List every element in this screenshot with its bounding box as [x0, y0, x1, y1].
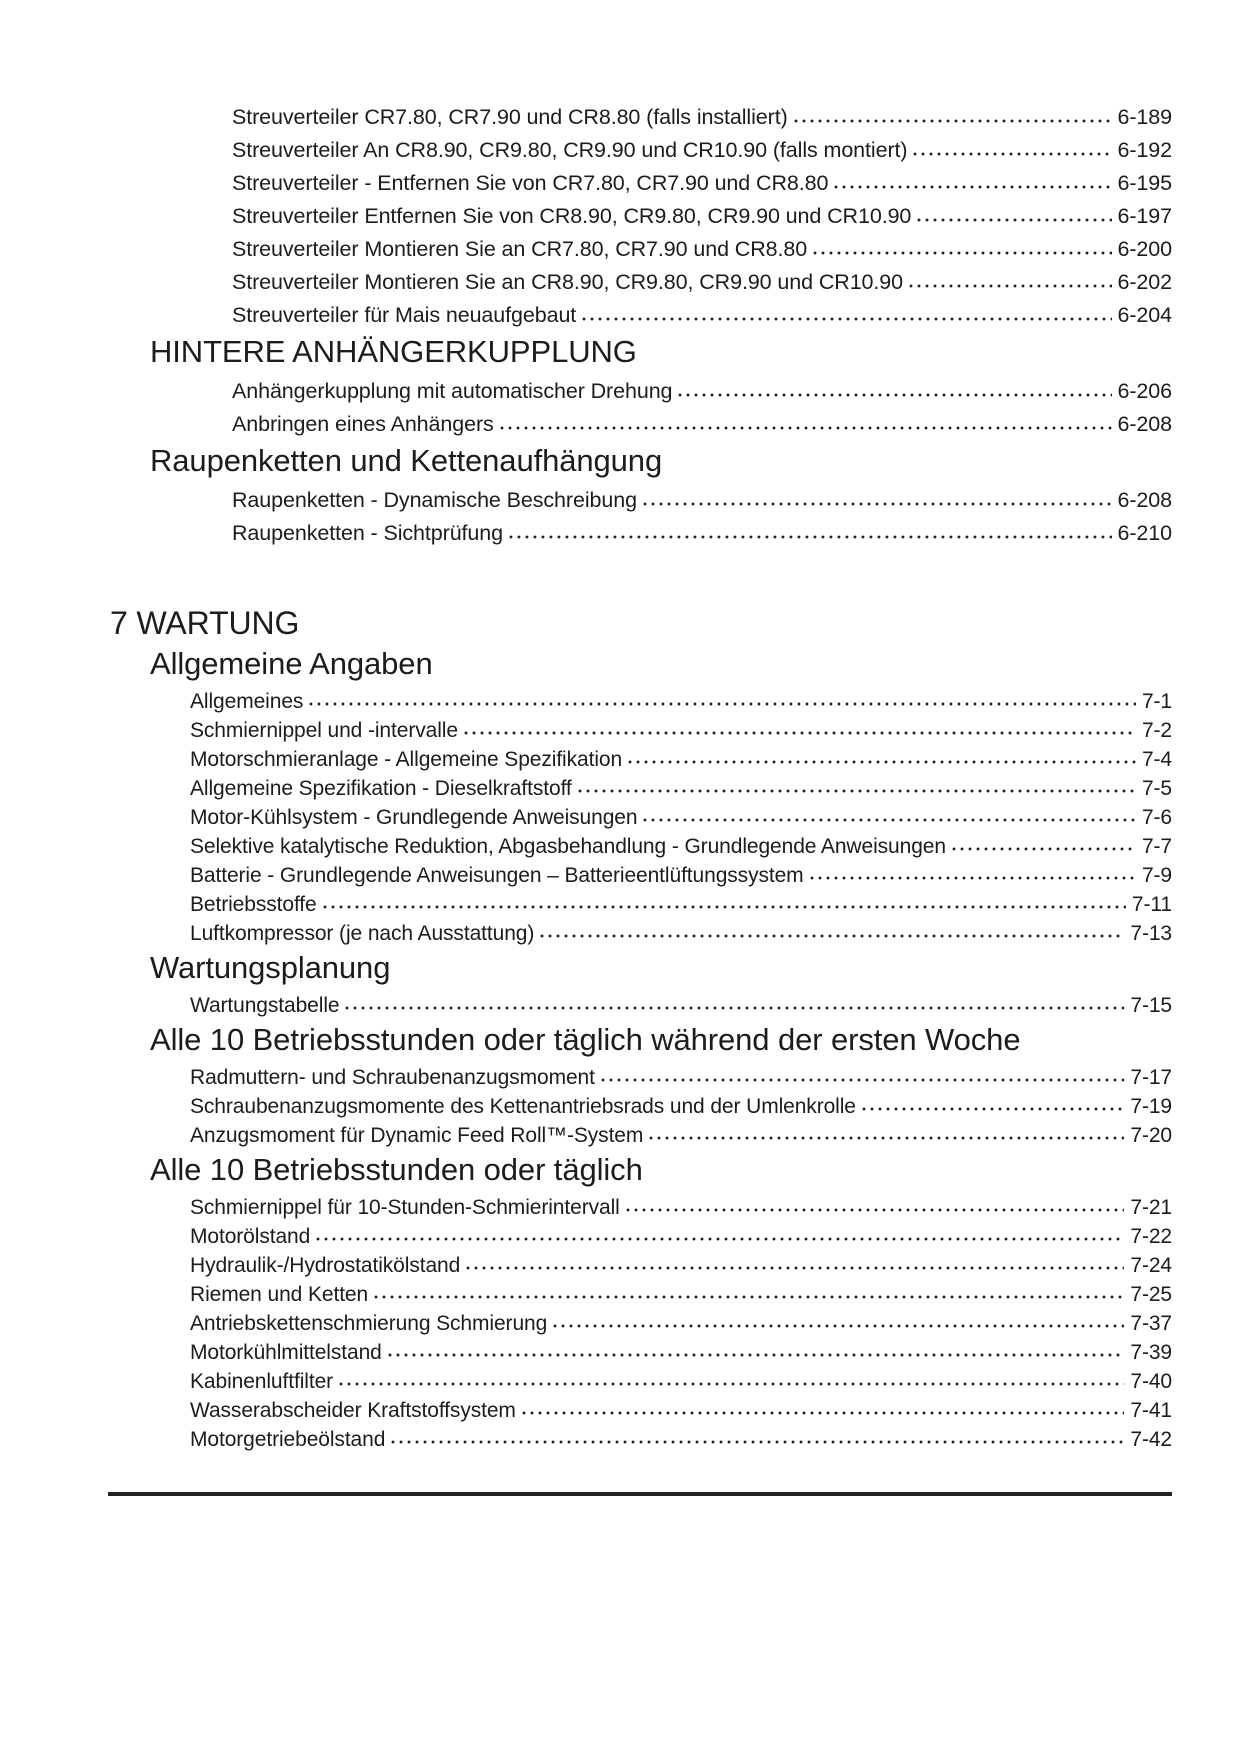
toc-entry: [190, 1193, 1172, 1222]
toc-entry: [190, 1309, 1172, 1338]
toc-entry-label: Allgemeine Spezifikation - Dieselkraftstoff: [190, 777, 572, 800]
dot-leader: [907, 266, 1111, 299]
toc-entry-label: Motorschmieranlage - Allgemeine Spezifikation: [190, 748, 623, 771]
toc-entry-page: 6-210: [1117, 521, 1172, 545]
dot-leader: [626, 745, 1136, 774]
toc-entry: [190, 1222, 1172, 1251]
section-heading-alle-10-erste-woche: Alle 10 Betriebsstunden oder täglich während der ersten Woche: [150, 1022, 1021, 1057]
toc-entry: [190, 1092, 1172, 1121]
dot-leader: [464, 1251, 1124, 1280]
toc-entry-label: Raupenketten - Dynamische Beschreibung: [232, 488, 637, 512]
toc-entry-page: 7-5: [1141, 777, 1172, 800]
toc-entry-label: Selektive katalytische Reduktion, Abgasbehandlung - Grundlegende Anweisungen: [190, 835, 946, 858]
toc-entry-label: Streuverteiler Entfernen Sie von CR8.90, CR9.80, CR9.90 und CR10.90: [232, 204, 912, 228]
dot-leader: [372, 1280, 1124, 1309]
dot-leader: [538, 919, 1124, 948]
toc-entry: [232, 375, 1172, 408]
toc-entry-label: Schmiernippel für 10-Stunden-Schmierintervall: [190, 1196, 620, 1219]
toc-entry: [190, 1396, 1172, 1425]
footer-rule: [108, 1492, 1172, 1496]
toc-entry: [190, 861, 1172, 890]
toc-entry: [232, 484, 1172, 517]
dot-leader: [337, 1367, 1124, 1396]
toc-entry-label: Batterie - Grundlegende Anweisungen – Batterieentlüftungssystem: [190, 864, 804, 887]
dot-leader: [624, 1193, 1125, 1222]
toc-entry: [190, 919, 1172, 948]
alle-10-erste-woche-entry-list: [0, 1063, 1241, 1150]
toc-entry-label: Streuverteiler Montieren Sie an CR8.90, CR9.80, CR9.90 und CR10.90: [232, 270, 904, 294]
dot-leader: [915, 200, 1111, 233]
toc-entry: [190, 890, 1172, 919]
toc-entry-page: 6-208: [1117, 488, 1172, 512]
toc-entry-label: Motor-Kühlsystem - Grundlegende Anweisungen: [190, 806, 638, 829]
anhaengerkupplung-entry-list: [0, 375, 1241, 441]
toc-entry-page: 7-6: [1141, 806, 1172, 829]
toc-entry-label: Antriebskettenschmierung Schmierung: [190, 1312, 548, 1335]
dot-leader: [792, 101, 1112, 134]
toc-entry-page: 6-195: [1117, 171, 1172, 195]
toc-entry: [232, 134, 1172, 167]
toc-entry-page: 7-4: [1141, 748, 1172, 771]
toc-entry: [232, 517, 1172, 550]
raupenketten-entry-list: [0, 484, 1241, 550]
toc-entry: [190, 803, 1172, 832]
toc-entry: [190, 1280, 1172, 1309]
toc-entry-page: 7-19: [1130, 1095, 1172, 1118]
toc-entry-page: 7-41: [1130, 1399, 1172, 1422]
toc-entry-page: 7-2: [1141, 719, 1172, 742]
toc-entry: [190, 774, 1172, 803]
wartungsplanung-entry-list: [0, 991, 1241, 1020]
toc-entry-page: 6-202: [1117, 270, 1172, 294]
toc-entry: [190, 1063, 1172, 1092]
toc-entry-label: Luftkompressor (je nach Ausstattung): [190, 922, 535, 945]
dot-leader: [551, 1309, 1124, 1338]
section-heading-alle-10-taeglich: Alle 10 Betriebsstunden oder täglich: [150, 1152, 643, 1187]
toc-entry-page: 7-9: [1141, 864, 1172, 887]
toc-entry-page: 7-1: [1141, 690, 1172, 713]
dot-leader: [389, 1425, 1124, 1454]
toc-entry: [190, 1251, 1172, 1280]
dot-leader: [307, 687, 1136, 716]
toc-entry-label: Motorölstand: [190, 1225, 311, 1248]
toc-entry-label: Kabinenluftfilter: [190, 1370, 334, 1393]
toc-entry-page: 7-42: [1130, 1428, 1172, 1451]
dot-leader: [950, 832, 1136, 861]
section-heading-hintere-anhaengerkupplung: HINTERE ANHÄNGERKUPPLUNG: [150, 334, 637, 369]
toc-entry-page: 6-204: [1117, 303, 1172, 327]
toc-entry-label: Schmiernippel und -intervalle: [190, 719, 458, 742]
dot-leader: [386, 1338, 1125, 1367]
toc-entry: [190, 1367, 1172, 1396]
toc-entry-page: 7-39: [1130, 1341, 1172, 1364]
toc-entry-label: Wasserabscheider Kraftstoffsystem: [190, 1399, 516, 1422]
toc-entry: [190, 832, 1172, 861]
toc-entry-page: 7-24: [1130, 1254, 1172, 1277]
toc-entry-page: 7-22: [1130, 1225, 1172, 1248]
toc-entry-label: Streuverteiler - Entfernen Sie von CR7.80, CR7.90 und CR8.80: [232, 171, 829, 195]
dot-leader: [321, 890, 1126, 919]
dot-leader: [576, 774, 1136, 803]
allgemeine-angaben-entry-list: [0, 687, 1241, 948]
toc-entry: [232, 101, 1172, 134]
toc-entry-page: 7-15: [1130, 994, 1172, 1017]
alle-10-taeglich-entry-list: [0, 1193, 1241, 1454]
toc-entry: [232, 233, 1172, 266]
toc-entry-label: Betriebsstoffe: [190, 893, 317, 916]
toc-entry-label: Streuverteiler CR7.80, CR7.90 und CR8.80 (falls installiert): [232, 105, 788, 129]
toc-entry-label: Motorkühlmittelstand: [190, 1341, 382, 1364]
dot-leader: [676, 375, 1111, 408]
dot-leader: [507, 517, 1111, 550]
dot-leader: [911, 134, 1111, 167]
toc-entry: [232, 408, 1172, 441]
toc-entry-label: Anbringen eines Anhängers: [232, 412, 494, 436]
toc-entry-page: 7-13: [1130, 922, 1172, 945]
toc-entry-page: 6-197: [1117, 204, 1172, 228]
toc-entry-label: Streuverteiler An CR8.90, CR9.80, CR9.90 und CR10.90 (falls montiert): [232, 138, 908, 162]
toc-entry-label: Schraubenanzugsmomente des Kettenantriebsrads und der Umlenkrolle: [190, 1095, 856, 1118]
toc-entry-page: 6-189: [1117, 105, 1172, 129]
toc-entry-page: 6-208: [1117, 412, 1172, 436]
toc-entry: [190, 991, 1172, 1020]
toc-entry-label: Radmuttern- und Schraubenanzugsmoment: [190, 1066, 595, 1089]
dot-leader: [520, 1396, 1125, 1425]
toc-entry-page: 6-206: [1117, 379, 1172, 403]
toc-entry-page: 7-11: [1131, 893, 1172, 916]
toc-entry-page: 7-20: [1130, 1124, 1172, 1147]
section-heading-wartungsplanung: Wartungsplanung: [150, 950, 391, 985]
toc-entry: [232, 299, 1172, 332]
toc-entry-page: 7-25: [1130, 1283, 1172, 1306]
toc-entry-label: Raupenketten - Sichtprüfung: [232, 521, 504, 545]
toc-entry-label: Streuverteiler Montieren Sie an CR7.80, CR7.90 und CR8.80: [232, 237, 808, 261]
toc-entry: [232, 167, 1172, 200]
streuverteiler-entry-list: [0, 101, 1241, 332]
dot-leader: [811, 233, 1111, 266]
toc-entry-label: Anzugsmoment für Dynamic Feed Roll™-System: [190, 1124, 644, 1147]
toc-entry-label: Streuverteiler für Mais neuaufgebaut: [232, 303, 577, 327]
toc-entry-label: Motorgetriebeölstand: [190, 1428, 386, 1451]
chapter-heading-wartung: 7 WARTUNG: [110, 605, 300, 641]
toc-entry: [190, 687, 1172, 716]
dot-leader: [641, 803, 1135, 832]
toc-entry-page: 7-7: [1141, 835, 1172, 858]
dot-leader: [832, 167, 1111, 200]
toc-entry-page: 7-40: [1130, 1370, 1172, 1393]
toc-entry: [190, 1338, 1172, 1367]
dot-leader: [314, 1222, 1124, 1251]
dot-leader: [462, 716, 1136, 745]
toc-entry-label: Hydraulik-/Hydrostatikölstand: [190, 1254, 461, 1277]
section-heading-allgemeine-angaben: Allgemeine Angaben: [150, 646, 433, 681]
dot-leader: [580, 299, 1111, 332]
toc-entry-label: Wartungstabelle: [190, 994, 340, 1017]
dot-leader: [860, 1092, 1124, 1121]
dot-leader: [641, 484, 1112, 517]
toc-entry: [232, 266, 1172, 299]
dot-leader: [498, 408, 1112, 441]
toc-entry-page: 6-192: [1117, 138, 1172, 162]
toc-entry: [190, 1425, 1172, 1454]
toc-entry: [232, 200, 1172, 233]
toc-entry: [190, 716, 1172, 745]
section-heading-raupenketten: Raupenketten und Kettenaufhängung: [150, 443, 663, 478]
dot-leader: [808, 861, 1136, 890]
toc-entry-label: Riemen und Ketten: [190, 1283, 369, 1306]
dot-leader: [599, 1063, 1124, 1092]
toc-entry-page: 7-17: [1130, 1066, 1172, 1089]
toc-entry: [190, 745, 1172, 774]
toc-entry-page: 7-37: [1130, 1312, 1172, 1335]
dot-leader: [343, 991, 1124, 1020]
toc-entry: [190, 1121, 1172, 1150]
toc-entry-page: 7-21: [1130, 1196, 1172, 1219]
dot-leader: [647, 1121, 1124, 1150]
toc-entry-page: 6-200: [1117, 237, 1172, 261]
toc-entry-label: Anhängerkupplung mit automatischer Drehung: [232, 379, 673, 403]
toc-entry-label: Allgemeines: [190, 690, 304, 713]
